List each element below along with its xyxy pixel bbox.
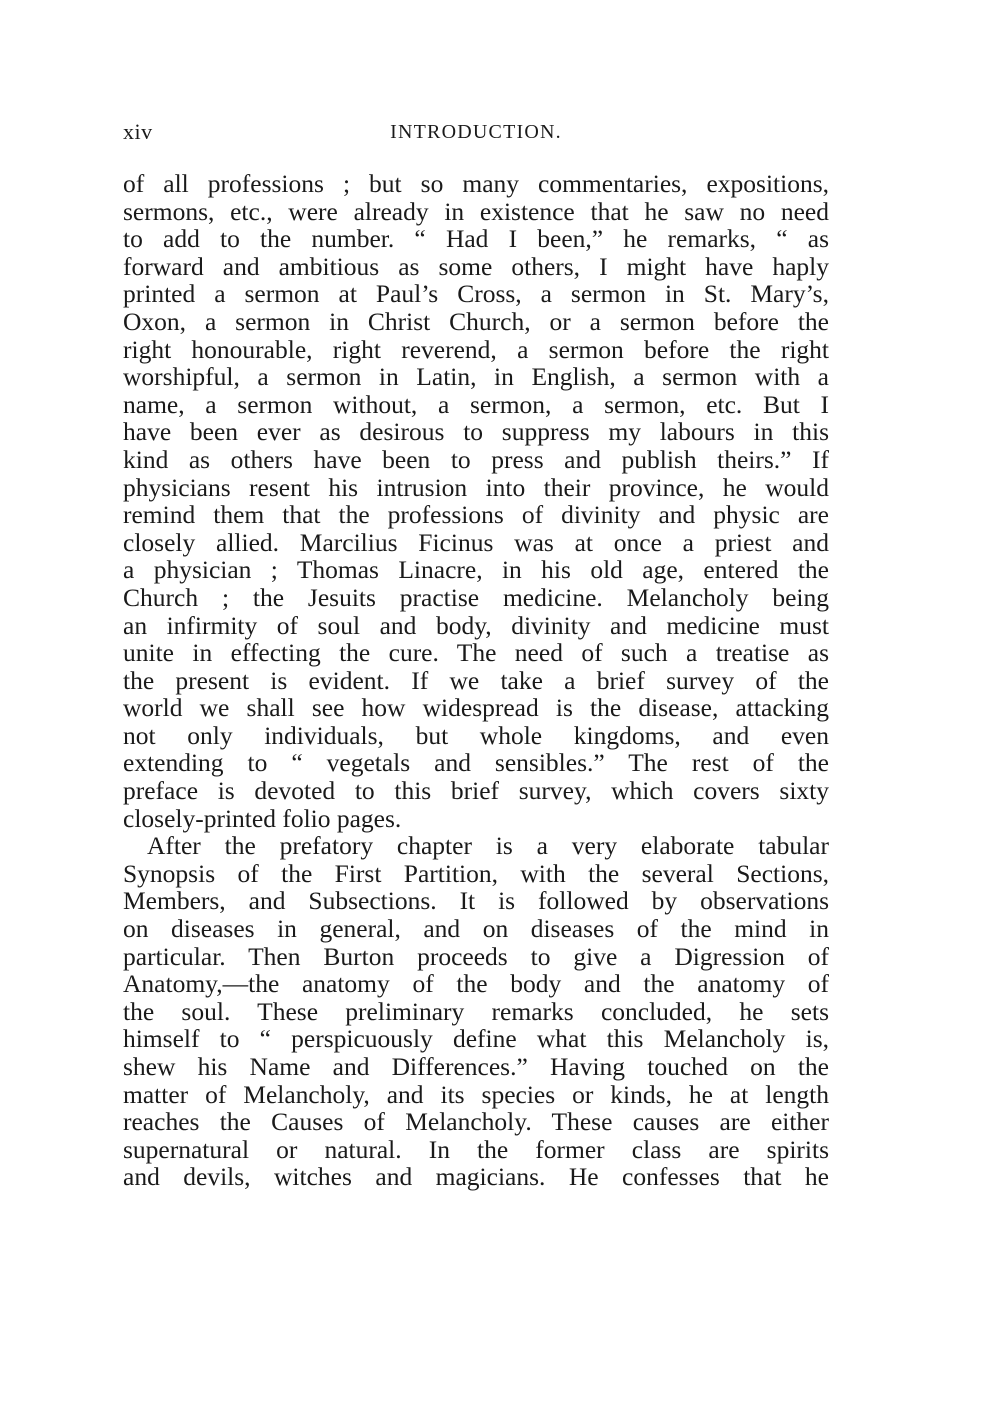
text-line: Anatomy,—the anatomy of the body and the anatomy of xyxy=(123,969,829,999)
body-text xyxy=(123,170,829,1191)
text-line: reaches the Causes of Melancholy. These causes are either xyxy=(123,1107,829,1137)
text-line: physicians resent his intrusion into their province, he would xyxy=(123,472,829,502)
text-line: the present is evident. If we take a brief survey of the xyxy=(123,665,829,695)
text-line: worshipful, a sermon in Latin, in English, a sermon with a xyxy=(123,362,829,392)
text-line: preface is devoted to this brief survey, which covers sixty xyxy=(123,776,829,806)
text-line: Members, and Subsections. It is followed by observations xyxy=(123,886,829,916)
text-line: remind them that the professions of divinity and physic are xyxy=(123,500,829,530)
text-line: world we shall see how widespread is the disease, attacking xyxy=(123,693,829,723)
paragraph-2 xyxy=(123,832,829,1191)
text-line: supernatural or natural. In the former class are spirits xyxy=(123,1134,829,1164)
running-head xyxy=(123,117,829,147)
text-line: on diseases in general, and on diseases of the mind in xyxy=(123,914,829,944)
text-line: of all professions ; but so many commentaries, expositions, xyxy=(123,169,829,198)
text-line: closely allied. Marcilius Ficinus was at once a priest and xyxy=(123,527,829,557)
text-line: a physician ; Thomas Linacre, in his old age, entered the xyxy=(123,555,829,585)
running-title: INTRODUCTION. xyxy=(390,121,562,143)
book-page xyxy=(123,117,829,1191)
text-line: Oxon, a sermon in Christ Church, or a sermon before the xyxy=(123,306,829,336)
text-line: and devils, witches and magicians. He confesses that he xyxy=(123,1162,829,1192)
page-number: xiv xyxy=(123,119,153,144)
text-line: particular. Then Burton proceeds to give a Digression of xyxy=(123,941,829,971)
text-line: have been ever as desirous to suppress my labours in this xyxy=(123,417,829,447)
text-line: unite in effecting the cure. The need of such a treatise as xyxy=(123,638,829,668)
text-line: sermons, etc., were already in existence that he saw no need xyxy=(123,196,829,226)
text-line: closely-printed folio pages. xyxy=(123,803,402,833)
text-line: printed a sermon at Paul’s Cross, a sermon in St. Mary’s, xyxy=(123,279,829,309)
text-line: not only individuals, but whole kingdoms, and even xyxy=(123,720,829,750)
text-line: kind as others have been to press and publish theirs.” If xyxy=(123,444,829,474)
text-line: Synopsis of the First Partition, with the several Sections, xyxy=(123,858,829,888)
text-line: forward and ambitious as some others, I might have haply xyxy=(123,251,829,281)
text-line: himself to “ perspicuously define what this Melancholy is, xyxy=(123,1024,829,1054)
text-line: to add to the number. “ Had I been,” he remarks, “ as xyxy=(123,224,829,254)
text-line: After the prefatory chapter is a very elaborate tabular xyxy=(147,831,829,861)
text-line: name, a sermon without, a sermon, a sermon, etc. But I xyxy=(123,389,829,419)
text-line: the soul. These preliminary remarks concluded, he sets xyxy=(123,996,829,1026)
text-line: matter of Melancholy, and its species or kinds, he at length xyxy=(123,1079,829,1109)
text-line: right honourable, right reverend, a sermon before the right xyxy=(123,334,829,364)
text-line: an infirmity of soul and body, divinity and medicine must xyxy=(123,610,829,640)
paragraph-1 xyxy=(123,170,829,832)
text-line: Church ; the Jesuits practise medicine. Melancholy being xyxy=(123,582,829,612)
text-line: extending to “ vegetals and sensibles.” The rest of the xyxy=(123,748,829,778)
text-line: shew his Name and Differences.” Having touched on the xyxy=(123,1052,829,1081)
